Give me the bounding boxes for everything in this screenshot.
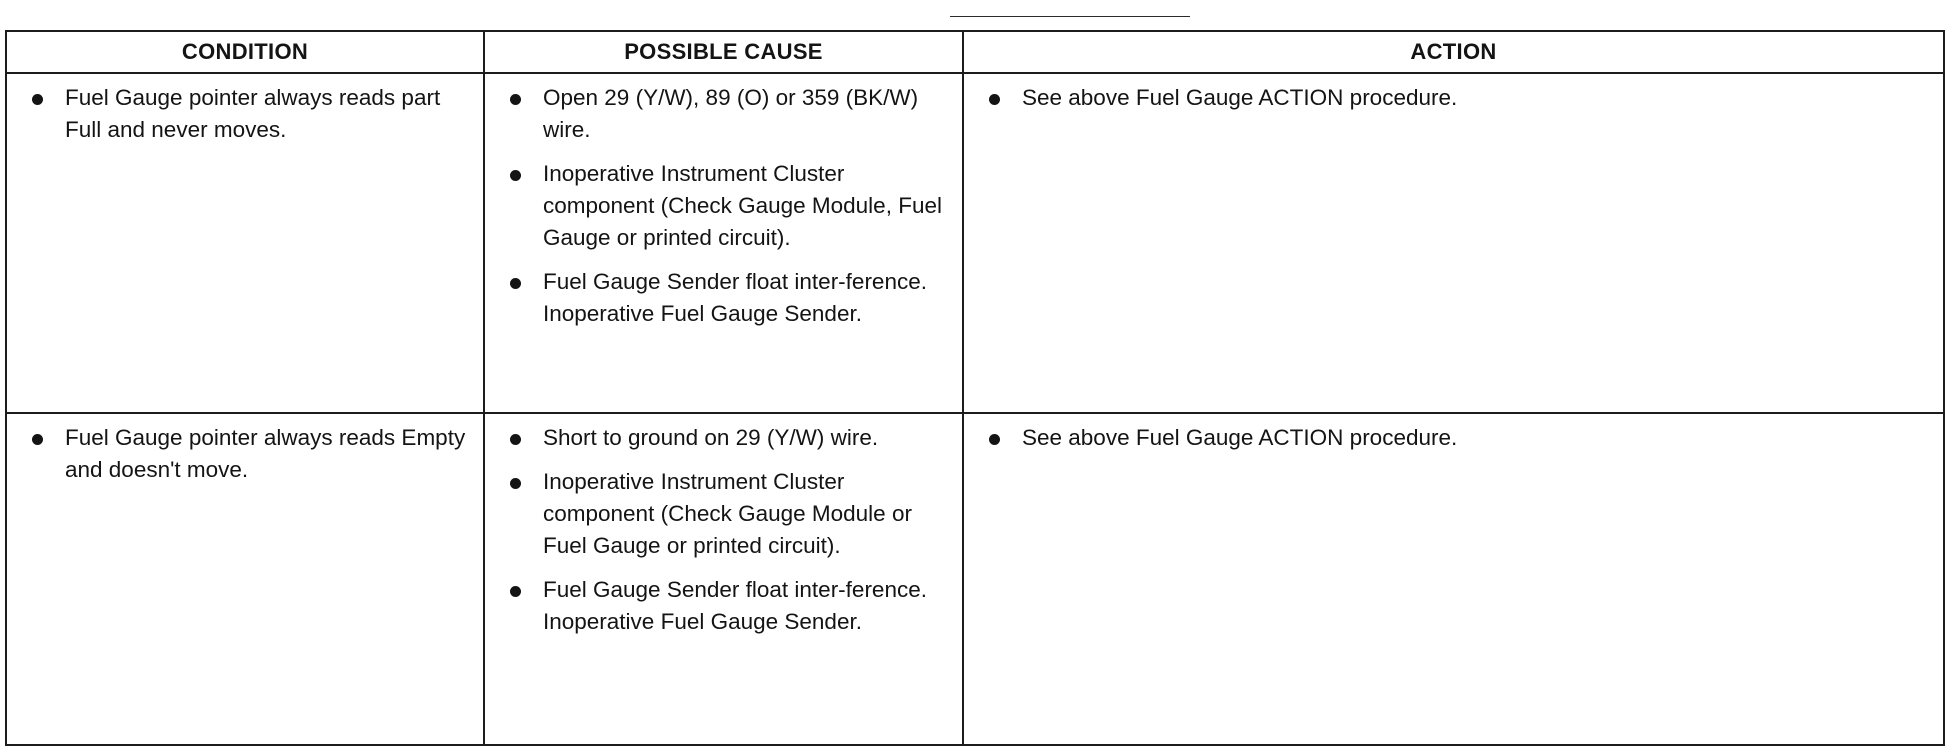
list-item (505, 574, 946, 638)
list-item (984, 82, 1927, 114)
bullet-icon (510, 278, 521, 289)
bullet-icon (510, 586, 521, 597)
cause-cell (484, 413, 963, 745)
action-cell (963, 73, 1944, 413)
bullet-icon (510, 478, 521, 489)
condition-cell (6, 73, 484, 413)
list-item (984, 422, 1927, 454)
cause-cell (484, 73, 963, 413)
cause-text: Inoperative Instrument Cluster component (Check Gauge Module, Fuel Gauge or printed circuit). (543, 161, 942, 250)
list-item (505, 266, 946, 330)
cause-text: Fuel Gauge Sender float inter-ference. Inoperative Fuel Gauge Sender. (543, 577, 927, 634)
action-cell (963, 413, 1944, 745)
bullet-icon (989, 94, 1000, 105)
bullet-icon (32, 434, 43, 445)
top-rule (950, 16, 1190, 17)
bullet-icon (32, 94, 43, 105)
header-action: ACTION (963, 31, 1944, 73)
bullet-icon (510, 94, 521, 105)
list-item (505, 158, 946, 254)
diagnosis-table (5, 30, 1945, 746)
list-item (505, 466, 946, 562)
cause-text: Open 29 (Y/W), 89 (O) or 359 (BK/W) wire. (543, 85, 919, 142)
list-item (27, 422, 467, 486)
cause-text: Inoperative Instrument Cluster component (Check Gauge Module or Fuel Gauge or printed circuit). (543, 469, 912, 558)
condition-text: Fuel Gauge pointer always reads part Full and never moves. (65, 85, 441, 142)
header-condition: CONDITION (6, 31, 484, 73)
cause-text: Fuel Gauge Sender float inter-ference. Inoperative Fuel Gauge Sender. (543, 269, 927, 326)
list-item (505, 82, 946, 146)
list-item (505, 422, 946, 454)
action-text: See above Fuel Gauge ACTION procedure. (1022, 85, 1458, 110)
table-row (6, 73, 1944, 413)
header-possible-cause: POSSIBLE CAUSE (484, 31, 963, 73)
condition-text: Fuel Gauge pointer always reads Empty and doesn't move. (65, 425, 466, 482)
header-row (6, 31, 1944, 73)
condition-cell (6, 413, 484, 745)
list-item (27, 82, 467, 146)
action-text: See above Fuel Gauge ACTION procedure. (1022, 425, 1458, 450)
bullet-icon (510, 434, 521, 445)
cause-text: Short to ground on 29 (Y/W) wire. (543, 425, 879, 450)
table-row (6, 413, 1944, 745)
bullet-icon (510, 170, 521, 181)
bullet-icon (989, 434, 1000, 445)
